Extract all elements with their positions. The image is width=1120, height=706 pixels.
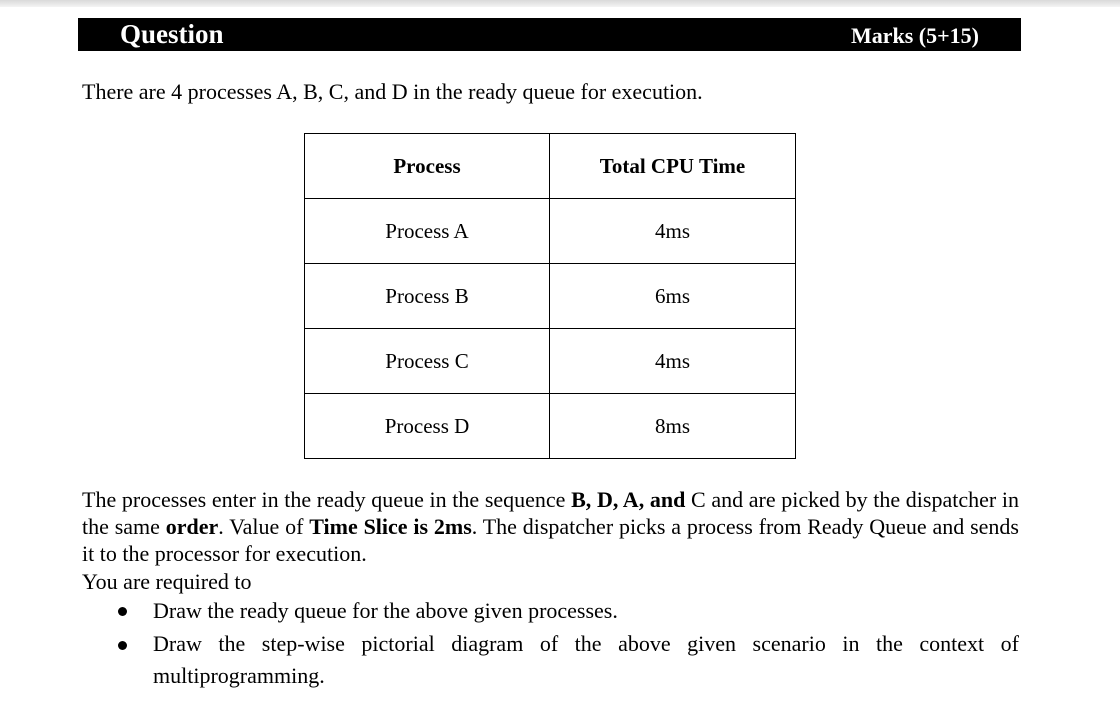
cpu-time-cell: 6ms [550,264,796,329]
bullet-icon [118,607,127,616]
desc-text-1: The processes enter in the ready queue in the sequence [82,487,572,512]
column-header-cpu-time: Total CPU Time [550,134,796,199]
desc-text-3: . Value of [218,514,310,539]
process-name-cell: Process D [305,394,550,459]
scenario-description [82,486,1019,567]
requirement-text: Draw the ready queue for the above given processes. [153,598,618,623]
column-header-process: Process [305,134,550,199]
question-title: Question [120,19,224,49]
question-header-bar [78,18,1021,51]
top-shadow-rule [0,0,1120,7]
process-name-cell: Process A [305,199,550,264]
desc-order-word: order [165,514,219,539]
table-row [305,394,796,459]
desc-text-2: C and are picked by the dispatcher in the same [82,487,1019,539]
table-row [305,199,796,264]
bullet-icon [118,641,127,650]
requirement-intro: You are required to [82,569,252,594]
table-row [305,329,796,394]
desc-time-slice: Time Slice is 2ms [309,514,472,539]
cpu-time-cell: 4ms [550,329,796,394]
marks-label: Marks (5+15) [850,23,979,48]
table-header-row [305,134,796,199]
cpu-time-cell: 4ms [550,199,796,264]
requirement-text: Draw the step-wise pictorial diagram of the above given scenario in the context of multiprogramming. [153,631,1019,688]
intro-paragraph: There are 4 processes A, B, C, and D in the ready queue for execution. [82,79,703,104]
desc-text-4: . The dispatcher picks a process from Ready Queue and sends it to the processor for execution. [82,514,1019,566]
requirements-list [82,597,1019,692]
cpu-time-cell: 8ms [550,394,796,459]
process-name-cell: Process C [305,329,550,394]
process-table [304,133,796,459]
desc-sequence: B, D, A, and [571,487,686,512]
table-row [305,264,796,329]
list-item [82,628,1019,692]
process-name-cell: Process B [305,264,550,329]
list-item [82,597,1019,625]
